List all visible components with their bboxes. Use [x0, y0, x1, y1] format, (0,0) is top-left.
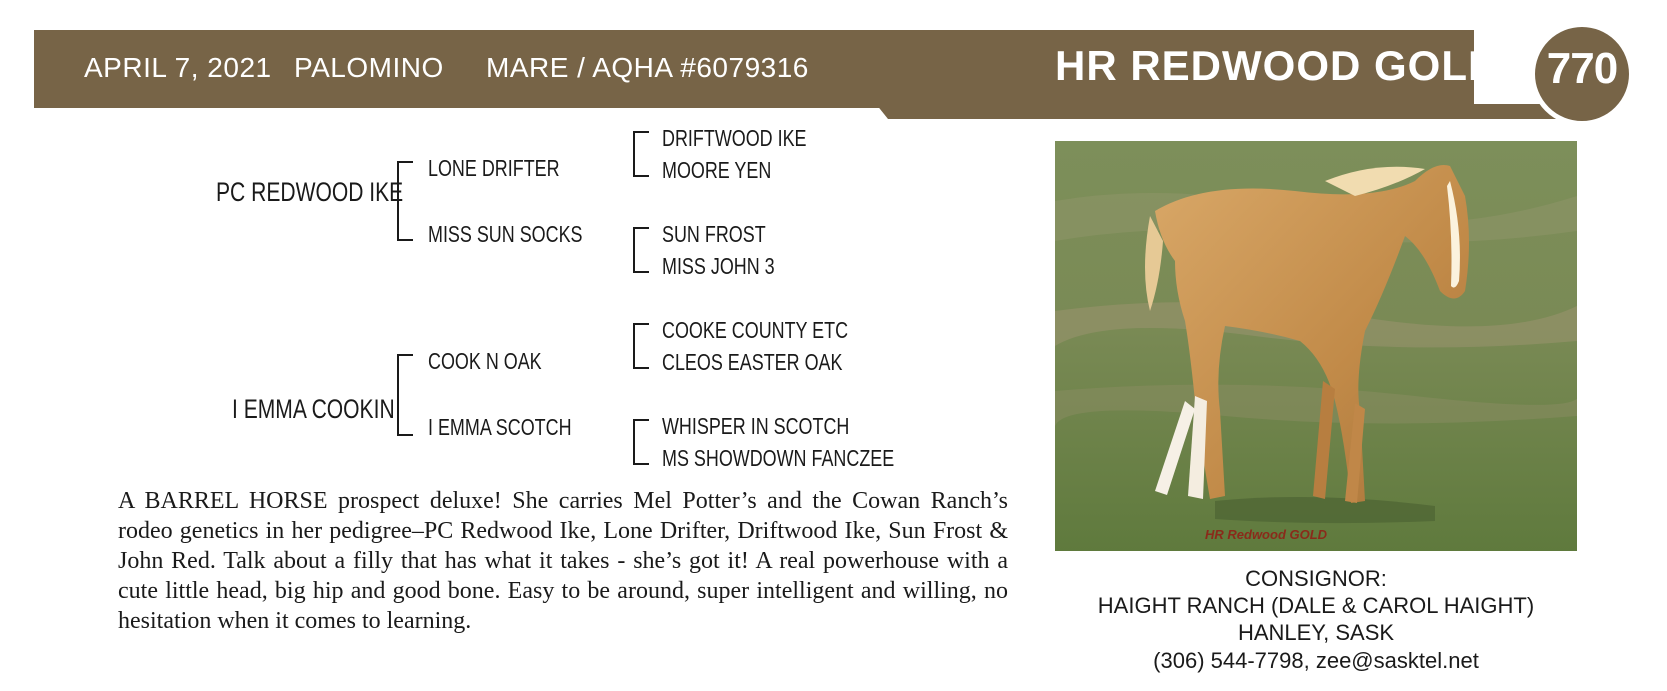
filly-image	[1055, 141, 1577, 551]
pedigree-bracket	[633, 419, 649, 465]
consignor-contact: (306) 544-7798, zee@sasktel.net	[1153, 648, 1479, 673]
lot-number: 770	[1546, 44, 1618, 93]
pedigree-bracket	[397, 161, 413, 241]
pedigree-dds: WHISPER IN SCOTCH	[662, 413, 850, 439]
pedigree-sss: DRIFTWOOD IKE	[662, 125, 807, 151]
horse-description: A BARREL HORSE prospect deluxe! She carries Mel Potter’s and the Cowan Ranch’s rodeo genetics in her pedigree–PC Redwood Ike, Lone Drifter, Driftwood Ike, Sun Frost & John Red. Talk about a filly that has what it takes - she’s got it! A real powerhouse with a cute little head, big hip and good bone. Easy to be around, super intelligent and willing, no hesitation when it comes to learning.	[118, 488, 1008, 634]
pedigree-bracket	[633, 323, 649, 369]
horse-color: PALOMINO	[294, 52, 444, 83]
pedigree-dam-sire: COOK N OAK	[428, 348, 542, 374]
pedigree-sds: SUN FROST	[662, 221, 766, 247]
sex-registration: MARE / AQHA #6079316	[486, 52, 809, 83]
pedigree-ssd: MOORE YEN	[662, 157, 772, 183]
consignor-name: HAIGHT RANCH (DALE & CAROL HAIGHT)	[1097, 593, 1535, 618]
pedigree-dsd: CLEOS EASTER OAK	[662, 349, 843, 375]
pedigree-sire: PC REDWOOD IKE	[216, 177, 404, 207]
consignor-location: HANLEY, SASK	[1237, 620, 1395, 645]
foaling-date: APRIL 7, 2021	[84, 52, 272, 83]
horse-name: HR REDWOOD GOLD	[1055, 42, 1500, 89]
pedigree-ddd: MS SHOWDOWN FANCZEE	[662, 445, 895, 471]
pedigree-bracket	[633, 227, 649, 273]
header-tab	[876, 104, 1576, 119]
pedigree-dam: I EMMA COOKIN	[232, 394, 395, 424]
pedigree-dam-dam: I EMMA SCOTCH	[428, 414, 572, 440]
pedigree-sire-sire: LONE DRIFTER	[428, 155, 560, 181]
consignor-label: CONSIGNOR:	[1245, 566, 1387, 591]
pedigree-bracket	[397, 354, 413, 436]
pedigree-bracket	[633, 131, 649, 177]
photo-caption: HR Redwood GOLD	[1205, 527, 1328, 542]
pedigree-dss: COOKE COUNTY ETC	[662, 317, 849, 343]
pedigree-sdd: MISS JOHN 3	[662, 253, 775, 279]
horse-photo	[1055, 141, 1577, 551]
pedigree-sire-dam: MISS SUN SOCKS	[428, 221, 583, 247]
